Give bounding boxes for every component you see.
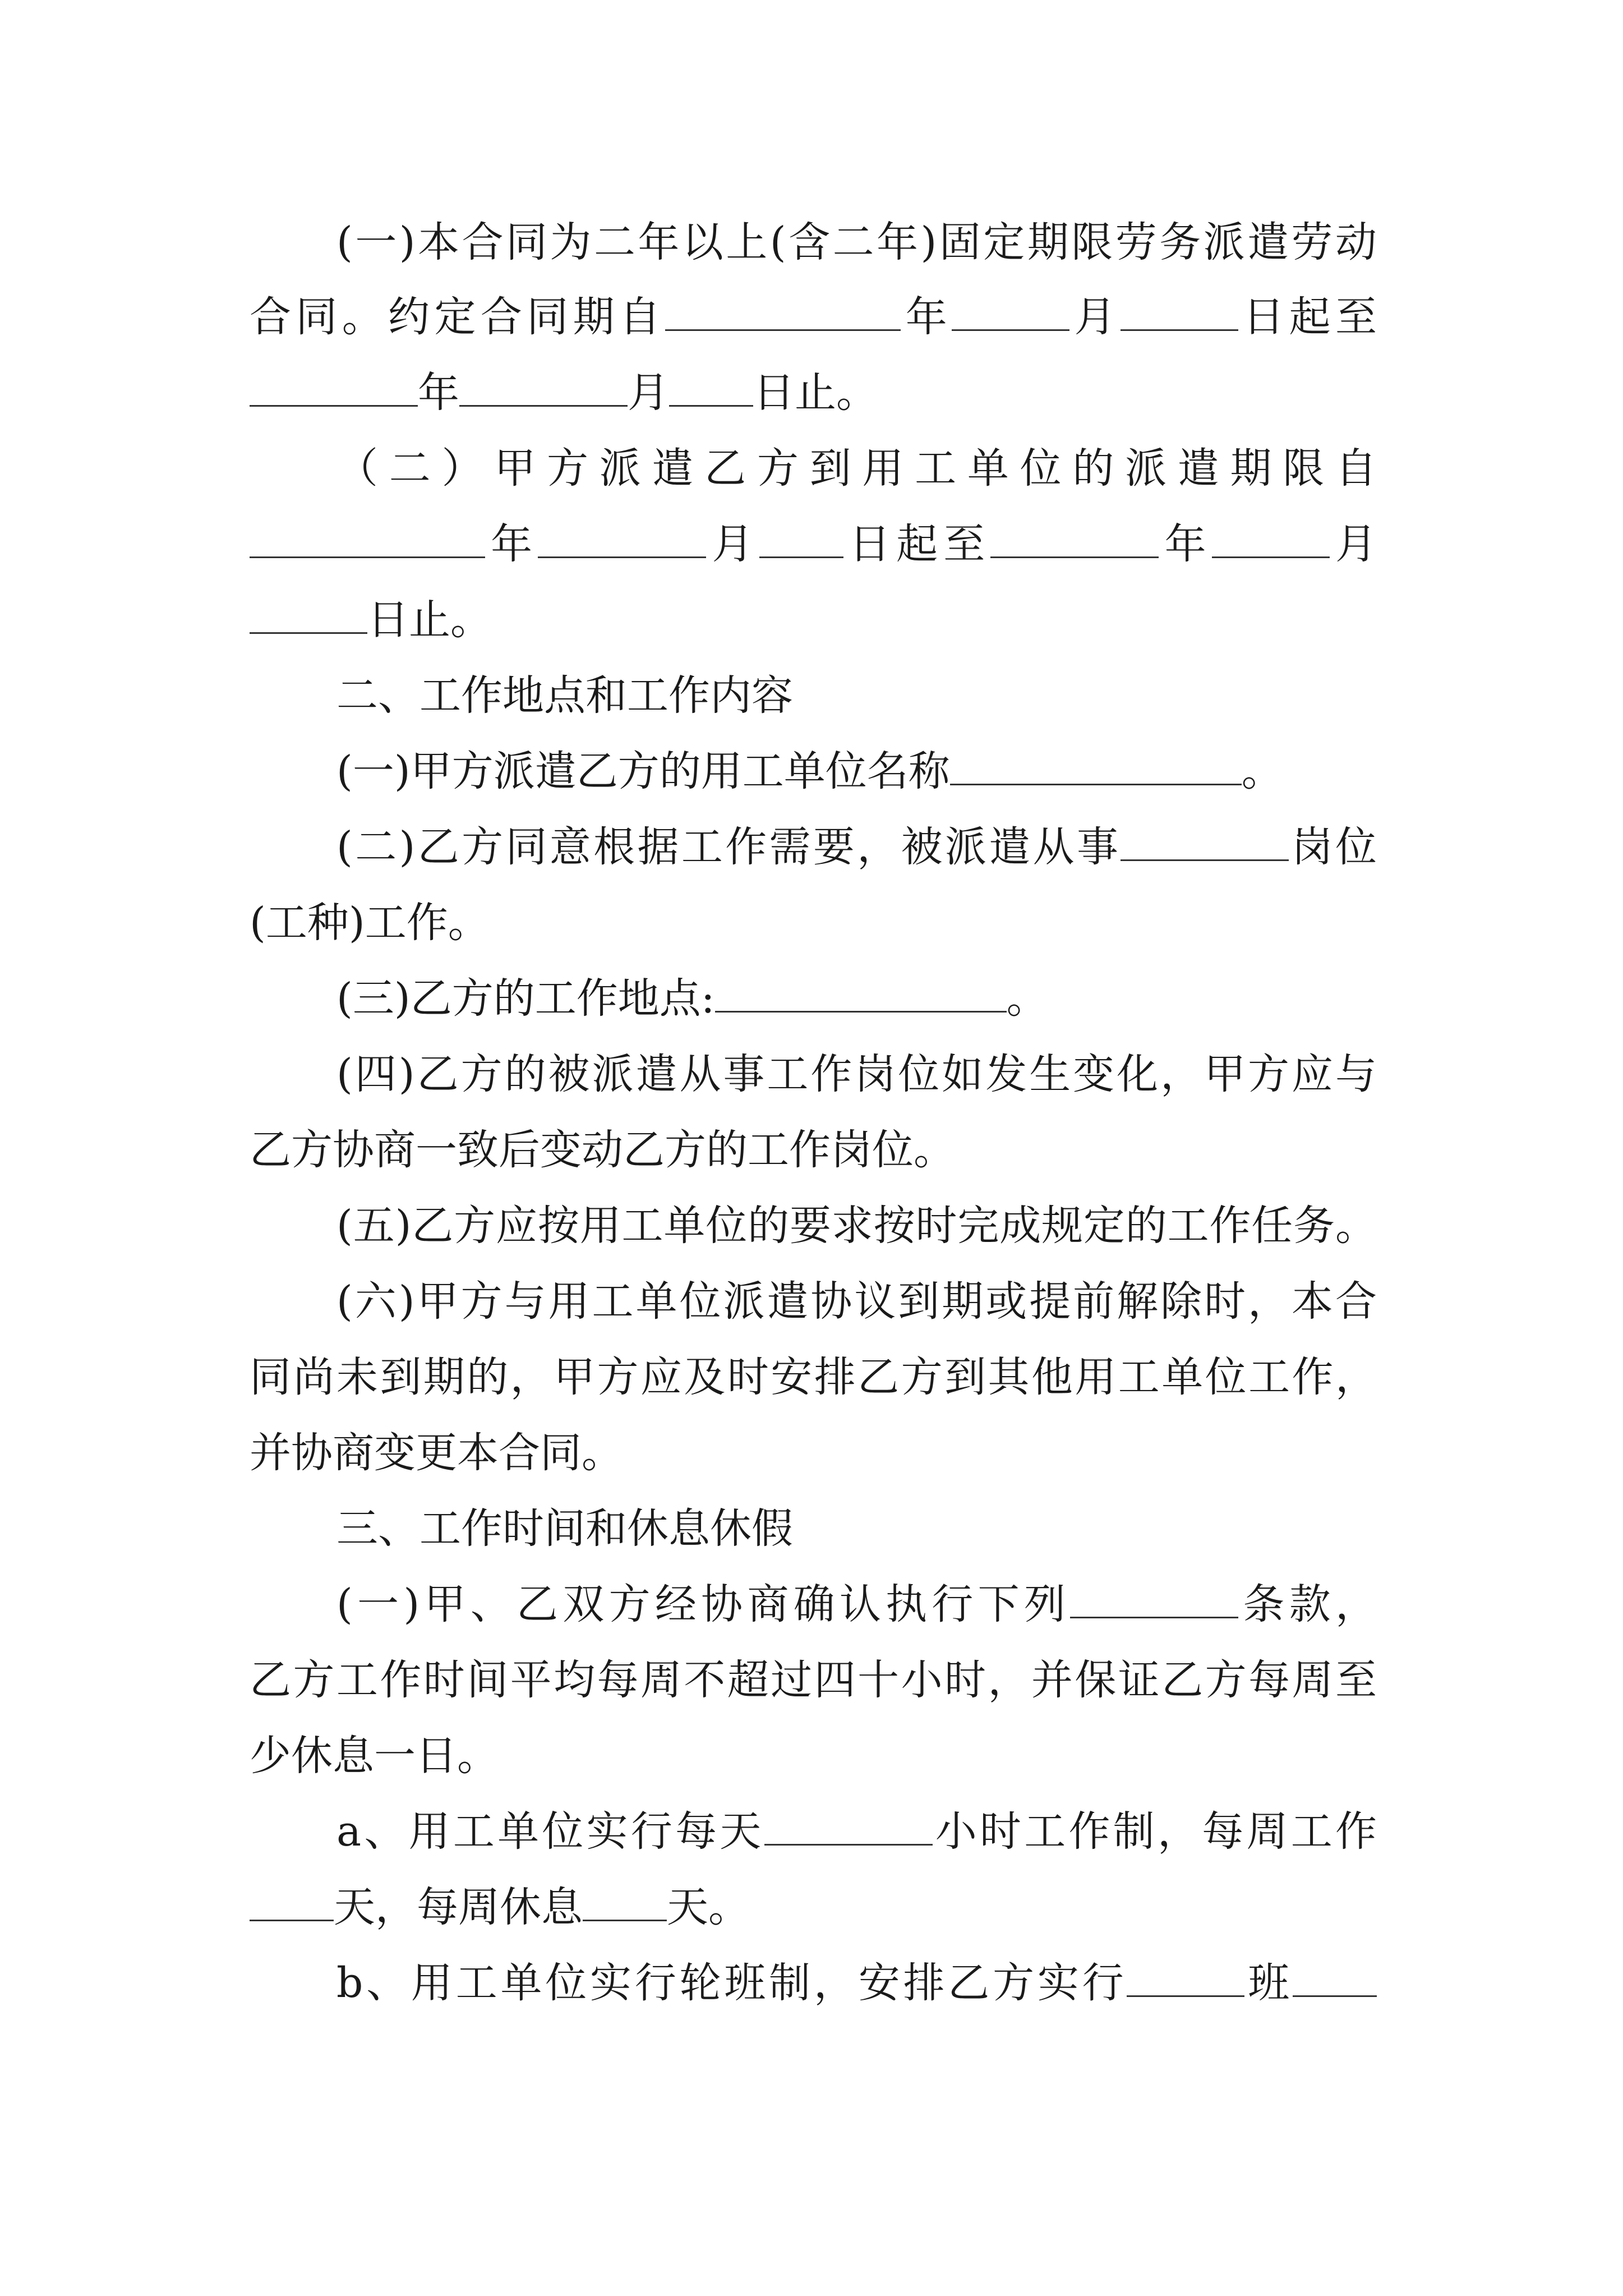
- text: 月: [628, 369, 669, 417]
- blank-field[interactable]: [250, 370, 418, 407]
- text: 小时工作制，每周工作: [932, 1807, 1377, 1856]
- paragraph-line: [336, 214, 1377, 270]
- blank-field[interactable]: [764, 1809, 933, 1846]
- text: (四)乙方的被派遣从事工作岗位如发生变化，甲方应与: [336, 1050, 1377, 1098]
- blank-field[interactable]: [538, 522, 706, 558]
- text: b、用工单位实行轮班制，安排乙方实行: [336, 1959, 1127, 2007]
- text: (五)乙方应按用工单位的要求按时完成规定的工作任务。: [336, 1202, 1377, 1250]
- blank-field[interactable]: [759, 522, 843, 558]
- paragraph-line: [250, 895, 1377, 951]
- paragraph-line: [336, 1955, 1377, 2011]
- section-heading: [336, 1501, 1377, 1557]
- text: (一)甲、乙双方经协商确认执行下列: [336, 1580, 1071, 1628]
- text: 三、工作时间和休息休假: [336, 1504, 793, 1553]
- paragraph-line: [250, 1349, 1377, 1405]
- text: (一)本合同为二年以上(含二年)固定期限劳务派遣劳动: [336, 218, 1377, 266]
- text: 日起至: [1238, 293, 1377, 341]
- text: 天，每周休息: [334, 1883, 583, 1931]
- paragraph-line: [336, 1273, 1377, 1329]
- blank-field[interactable]: [1212, 522, 1330, 558]
- text: a、用工单位实行每天: [336, 1807, 764, 1856]
- section-heading: [336, 668, 1377, 724]
- text: 月: [706, 520, 759, 568]
- text: 日起至: [843, 520, 991, 568]
- paragraph-line: [336, 1803, 1377, 1860]
- paragraph-line: [336, 743, 1377, 799]
- text: 。: [1241, 747, 1283, 795]
- text: 天。: [667, 1883, 750, 1931]
- paragraph-line: [250, 1728, 1377, 1784]
- paragraph-line: [250, 1879, 1377, 1935]
- text: 月: [1069, 293, 1121, 341]
- text: 日止。: [753, 369, 878, 417]
- blank-field[interactable]: [250, 597, 367, 634]
- blank-field[interactable]: [1293, 1961, 1377, 1997]
- blank-field[interactable]: [1070, 1582, 1238, 1618]
- paragraph-line: [336, 1576, 1377, 1632]
- text: 。: [1006, 974, 1048, 1023]
- paragraph-line: [250, 516, 1377, 572]
- blank-field[interactable]: [1121, 825, 1289, 861]
- blank-field[interactable]: [669, 370, 753, 407]
- blank-field[interactable]: [990, 522, 1159, 558]
- text: 年: [1159, 520, 1212, 568]
- text: 年: [418, 369, 459, 417]
- blank-field[interactable]: [583, 1885, 667, 1921]
- text: 同尚未到期的，甲方应及时安排乙方到其他用工单位工作，: [250, 1353, 1377, 1401]
- blank-field[interactable]: [250, 1885, 334, 1921]
- text: 乙方协商一致后变动乙方的工作岗位。: [250, 1126, 955, 1174]
- text: (一)甲方派遣乙方的用工单位名称: [336, 747, 950, 795]
- paragraph-line: [250, 1122, 1377, 1178]
- text: (三)乙方的工作地点:: [336, 974, 715, 1023]
- text: 合同。约定合同期自: [250, 293, 666, 341]
- text: 班: [1244, 1959, 1293, 2007]
- text: (工种)工作。: [250, 899, 490, 947]
- text: （二）甲方派遣乙方到用工单位的派遣期限自: [336, 444, 1377, 493]
- paragraph-line: [250, 592, 1377, 648]
- blank-field[interactable]: [250, 522, 485, 558]
- paragraph-line: [250, 365, 1377, 421]
- blank-field[interactable]: [1121, 295, 1238, 331]
- paragraph-line: [336, 970, 1377, 1027]
- text: 乙方工作时间平均每周不超过四十小时，并保证乙方每周至: [250, 1656, 1377, 1704]
- text: 年: [485, 520, 538, 568]
- text: 日止。: [367, 596, 492, 644]
- blank-field[interactable]: [950, 749, 1242, 785]
- blank-field[interactable]: [665, 295, 901, 331]
- text: 条款，: [1238, 1580, 1377, 1628]
- text: 少休息一日。: [250, 1732, 499, 1780]
- paragraph-line: [250, 1652, 1377, 1708]
- paragraph-line: [336, 1046, 1377, 1102]
- paragraph-line: [250, 1425, 1377, 1481]
- paragraph-line: [336, 819, 1377, 875]
- text: (六)甲方与用工单位派遣协议到期或提前解除时，本合: [336, 1277, 1377, 1326]
- blank-field[interactable]: [1127, 1961, 1244, 1997]
- paragraph-line: [336, 440, 1377, 496]
- text: (二)乙方同意根据工作需要，被派遣从事: [336, 823, 1121, 871]
- blank-field[interactable]: [459, 370, 628, 407]
- text: 月: [1329, 520, 1377, 568]
- blank-field[interactable]: [715, 976, 1007, 1013]
- paragraph-line: [336, 1198, 1377, 1254]
- text: 年: [901, 293, 952, 341]
- text: 二、工作地点和工作内容: [336, 671, 793, 720]
- text: 并协商变更本合同。: [250, 1429, 623, 1477]
- text: 岗位: [1289, 823, 1377, 871]
- blank-field[interactable]: [952, 295, 1069, 331]
- paragraph-line: [250, 289, 1377, 345]
